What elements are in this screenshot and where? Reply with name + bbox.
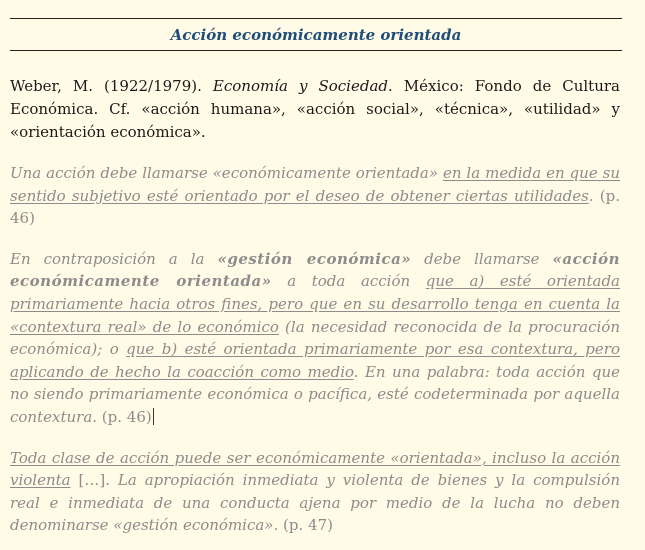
quote-1-page: (p. 46)	[10, 186, 620, 228]
quote-2-underlined-2: que b) esté orientada primariamente por esa contextura, pero aplicando de hecho la coacción como medio	[10, 340, 620, 381]
quote-2-text-2: debe llamarse	[411, 249, 553, 268]
quote-2-text-5: . En una palabra: toda acción que no siendo primariamente económica o pacífica, esté codeterminada por aquella contextura.	[10, 362, 620, 426]
quote-2-text-3: a toda acción	[271, 272, 426, 291]
quote-1-underlined: en la medida en que su sentido subjetivo esté orientado por el deseo de obtener ciertas utilidades	[10, 164, 620, 205]
quote-2-text-4: (la necesidad reconocida de la procuración económica); o	[10, 317, 620, 359]
title-bar	[10, 18, 622, 51]
quote-2-bold-1: «gestión económica»	[217, 249, 412, 268]
quote-3-text: . La apropiación inmediata y violenta de bienes y la compulsión real e inmediata de una conducta ajena por medio de la lucha no deben denominarse «gestión económica».	[10, 471, 620, 535]
quote-2-bold-2: «acción económicamente orientada»	[10, 249, 620, 291]
page-title: Acción económicamente orientada	[170, 25, 462, 44]
quote-3-ellipsis: […]	[70, 471, 106, 490]
quote-3-underlined: Toda clase de acción puede ser económicamente «orientada», incluso la acción violenta	[10, 448, 620, 490]
reference-publisher-notes: . México: Fondo de Cultura Económica. Cf. «acción humana», «acción social», «técnica», «utilidad» y «orientación económica».	[10, 77, 620, 141]
quote-2-page: (p. 46)	[97, 407, 152, 426]
quote-3-page: (p. 47)	[278, 516, 333, 535]
quote-1	[10, 162, 620, 230]
quote-2	[10, 248, 620, 429]
reference-book-title: Economía y Sociedad	[212, 77, 389, 95]
quote-1-lead: Una acción debe llamarse «económicamente orientada»	[10, 164, 443, 182]
reference-author-year: Weber, M. (1922/1979).	[10, 77, 202, 95]
quote-1-tail: .	[588, 186, 594, 205]
text-cursor	[153, 408, 154, 425]
quote-2-underlined-1: que a) esté orientada primariamente hacia otros fines, pero que en su desarrollo tenga en cuenta la «contextura real» de lo económico	[10, 272, 620, 336]
quote-2-text-1: En contraposición a la	[10, 249, 218, 268]
bibliographic-reference	[10, 75, 620, 144]
quote-3	[10, 447, 620, 537]
